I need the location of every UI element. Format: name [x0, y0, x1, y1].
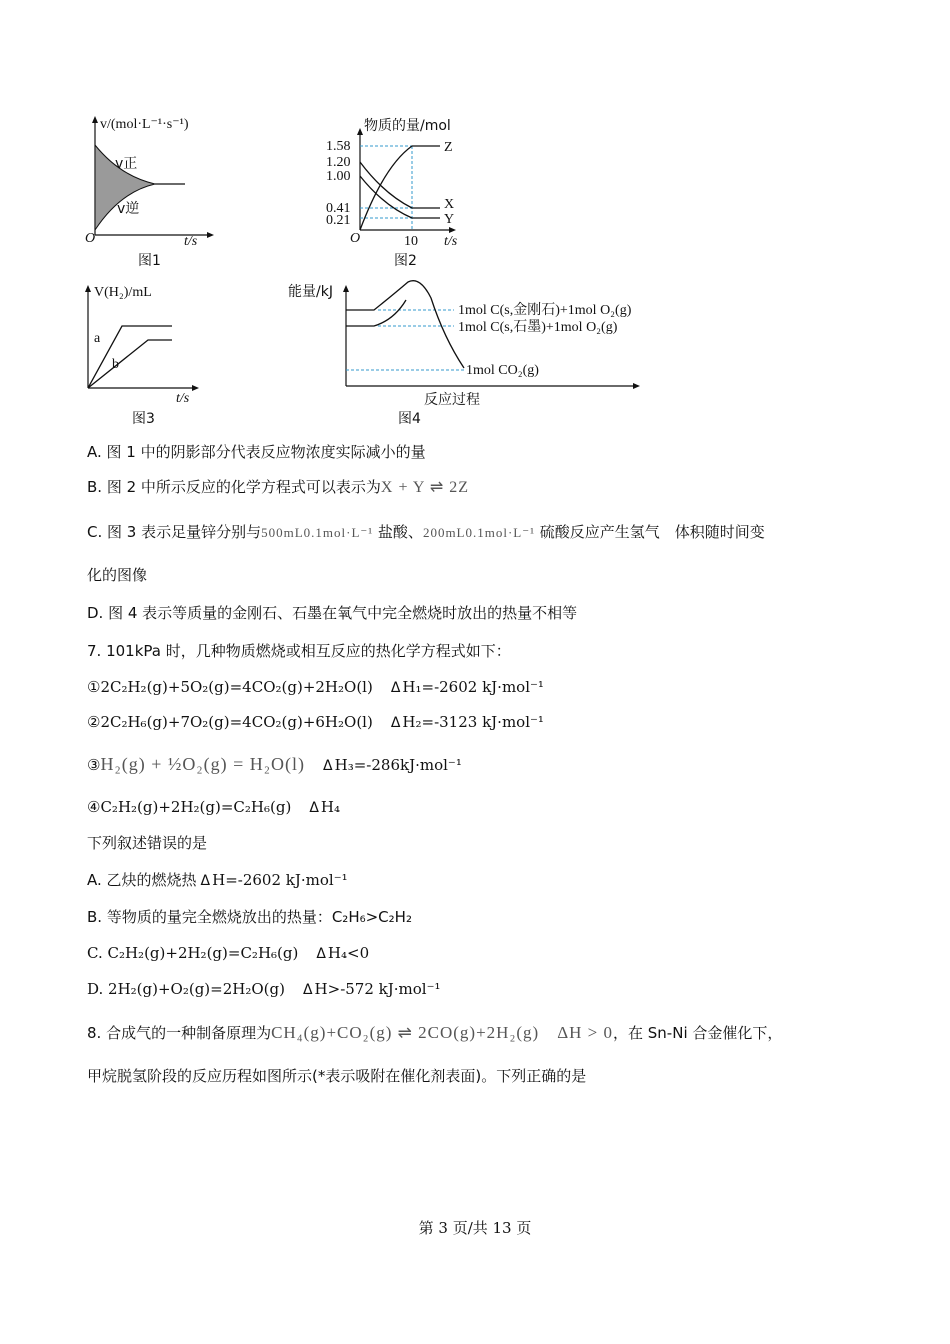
fig4-caption: 图4 — [398, 411, 421, 427]
curve-Y — [360, 176, 440, 218]
q6-option-a: A. 图 1 中的阴影部分代表反应物浓度实际减小的量 — [87, 443, 426, 461]
q7-reaction-1: ①2C₂H₂(g)+5O₂(g)=4CO₂(g)+2H₂O(l) Δ H₁=-2602 kJ·mol⁻¹ — [87, 678, 544, 696]
fig4-label-co2: 1mol CO₂(g) — [466, 363, 539, 378]
fig2-origin: O — [350, 231, 361, 246]
fig2-xlabel: t/s — [444, 234, 458, 249]
curve-diamond — [346, 281, 464, 368]
q7-option-c: C. C₂H₂(g)+2H₂(g)=C₂H₆(g) Δ H₄<0 — [87, 944, 370, 962]
fig1-origin: O — [85, 231, 96, 246]
q7-option-a: A. 乙炔的燃烧热 Δ H=-2602 kJ·mol⁻¹ — [87, 871, 348, 889]
figure-1 — [80, 110, 220, 270]
fig4-label-graphite: 1mol C(s,石墨)+1mol O₂(g) — [458, 320, 618, 335]
q7-reaction-2: ②2C₂H₆(g)+7O₂(g)=4CO₂(g)+6H₂O(l) Δ H₂=-3123 kJ·mol⁻¹ — [87, 713, 544, 731]
fig2-ylabel: 物质的量/mol — [364, 118, 451, 134]
q6-option-b: B. 图 2 中所示反应的化学方程式可以表示为X + Y ⇌ 2Z — [87, 478, 470, 496]
fig4-ylabel: 能量/kJ — [288, 284, 333, 300]
fig1-caption: 图1 — [138, 253, 161, 269]
fig2-caption: 图2 — [394, 253, 417, 269]
fig2-tick: 1.20 — [326, 155, 351, 170]
fig1-vrev-label: v逆 — [117, 201, 140, 217]
figure-3 — [80, 280, 210, 430]
fig3-label-a: a — [94, 331, 101, 346]
fig4-xlabel: 反应过程 — [424, 392, 480, 408]
q7-option-d: D. 2H₂(g)+O₂(g)=2H₂O(g) Δ H>-572 kJ·mol⁻¹ — [87, 980, 441, 998]
fig2-xtick: 10 — [404, 234, 418, 249]
page-footer: 第 3 页/共 13 页 — [418, 1219, 532, 1237]
q7-reaction-4: ④C₂H₂(g)+2H₂(g)=C₂H₆(g) Δ H₄ — [87, 798, 340, 816]
q6-option-c-cont: 化的图像 — [87, 566, 148, 584]
q6-option-d: D. 图 4 表示等质量的金刚石、石墨在氧气中完全燃烧时放出的热量不相等 — [87, 604, 578, 622]
q7-reaction-3: ③H₂(g) + ½O₂(g) = H₂O(l) Δ H₃=-286kJ·mol⁻¹ — [87, 754, 462, 774]
fig2-label-X: X — [444, 197, 455, 212]
q8-stem: 8. 合成气的一种制备原理为CH₄(g)+CO₂(g) ⇌ 2CO(g)+2H₂(g) ΔH > 0，在 Sn-Ni 合金催化下， — [87, 1023, 783, 1042]
fig1-xlabel: t/s — [184, 234, 198, 249]
fig1-vfwd-label: v正 — [115, 156, 138, 172]
q7-option-b: B. 等物质的量完全燃烧放出的热量：C₂H₆>C₂H₂ — [87, 908, 412, 926]
q8-equation: CH₄(g)+CO₂(g) ⇌ 2CO(g)+2H₂(g) ΔH > 0 — [271, 1023, 614, 1042]
figure-4 — [286, 278, 676, 430]
figure-2 — [322, 112, 472, 272]
q6-option-c: C. 图 3 表示足量锌分别与500mL0.1mol·L⁻¹ 盐酸、200mL0.1mol·L⁻¹ 硫酸反应产生氢气 体积随时间变 — [87, 523, 765, 541]
q8-stem-cont: 甲烷脱氢阶段的反应历程如图所示(*表示吸附在催化剂表面)。下列正确的是 — [87, 1067, 587, 1085]
fig3-label-b: b — [112, 357, 119, 372]
fig2-tick: 1.00 — [326, 169, 351, 184]
fig3-xlabel: t/s — [176, 391, 190, 406]
fig3-caption: 图3 — [132, 411, 155, 427]
fig2-tick: 0.41 — [326, 201, 351, 216]
fig2-tick: 0.21 — [326, 213, 351, 228]
fig3-ylabel: V(H₂)/mL — [94, 285, 152, 300]
fig2-label-Z: Z — [444, 140, 453, 155]
q6-option-b-equation: X + Y ⇌ 2Z — [380, 479, 470, 496]
fig1-ylabel: v/(mol·L⁻¹·s⁻¹) — [100, 117, 189, 132]
fig2-label-Y: Y — [444, 212, 455, 227]
fig2-tick: 1.58 — [326, 139, 351, 154]
q7-question: 下列叙述错误的是 — [87, 834, 208, 852]
curve-graphite — [346, 300, 406, 326]
fig4-label-diamond: 1mol C(s,金刚石)+1mol O₂(g) — [458, 303, 632, 318]
q7-stem: 7. 101kPa 时，几种物质燃烧或相互反应的热化学方程式如下： — [87, 642, 511, 660]
